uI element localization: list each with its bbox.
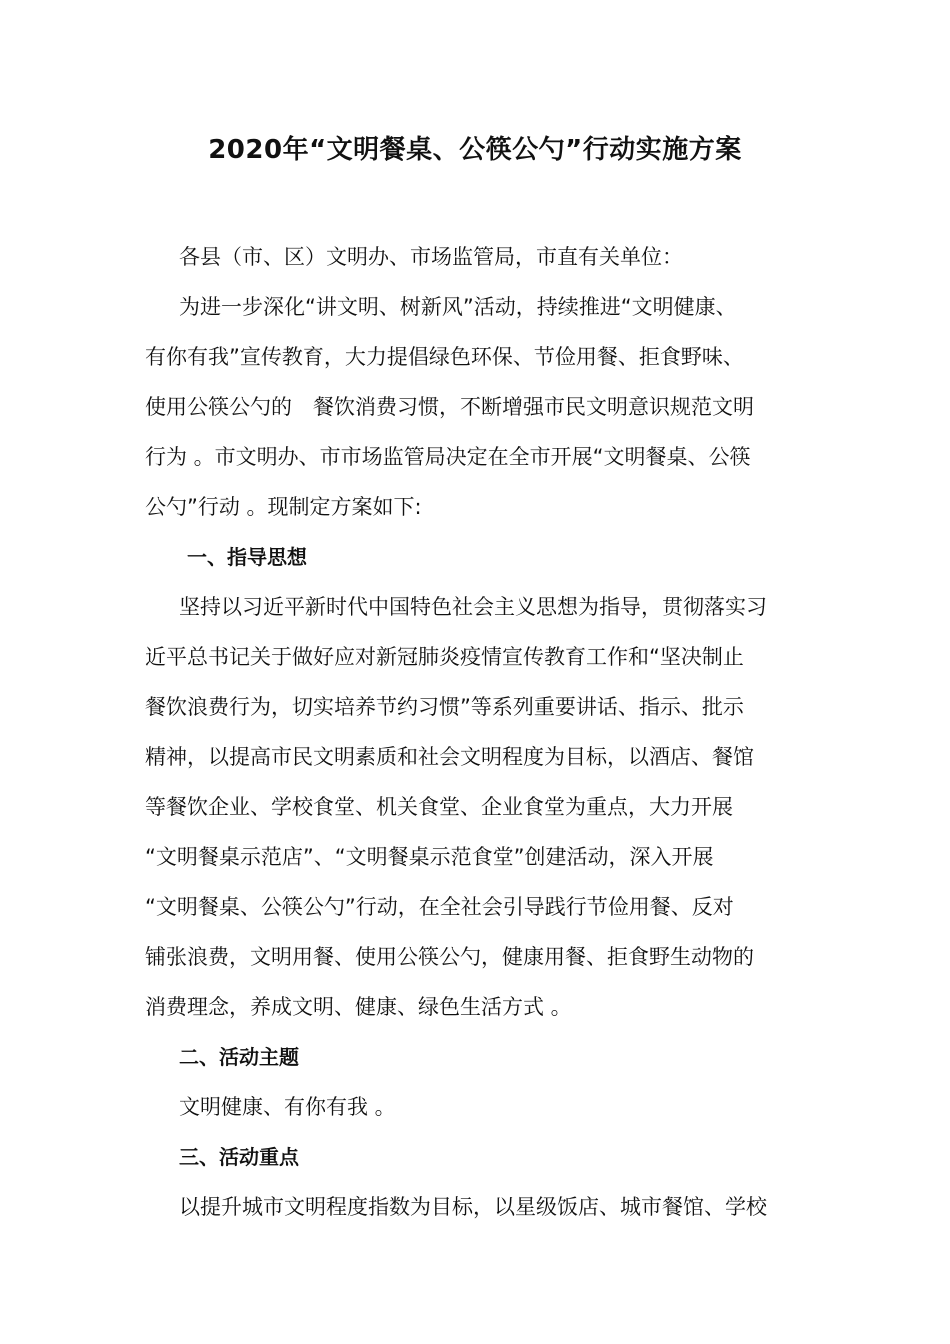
section-heading: 三、活动重点 [179,1145,299,1169]
body-text-line: 餐饮浪费行为，切实培养节约习惯”等系列重要讲话、指示、批示 [145,695,744,719]
body-text-line: “文明餐桌示范店”、“文明餐桌示范食堂”创建活动，深入开展 [145,845,714,869]
body-text-line: 坚持以习近平新时代中国特色社会主义思想为指导，贯彻落实习 [179,595,767,619]
body-text-line: 行为 。市文明办、市市场监管局决定在全市开展“文明餐桌、公筷 [145,445,751,469]
body-text-line: “文明餐桌、公筷公勺”行动，在全社会引导践行节俭用餐、反对 [145,895,734,919]
body-text-line: 铺张浪费，文明用餐、使用公筷公勺，健康用餐、拒食野生动物的 [145,945,754,969]
document-title: 2020年“文明餐桌、公筷公勺”行动实施方案 [208,135,742,165]
body-text-line: 消费理念，养成文明、健康、绿色生活方式 。 [145,995,572,1019]
section-heading: 二、活动主题 [179,1045,299,1069]
body-text-line: 公勺”行动 。现制定方案如下: [145,495,422,519]
document-body [145,232,810,1232]
body-text-line: 文明健康、有你有我 。 [179,1095,396,1119]
body-text-line: 以提升城市文明程度指数为目标，以星级饭店、城市餐馆、学校 [179,1195,767,1219]
body-text-line: 精神，以提高市民文明素质和社会文明程度为目标，以酒店、餐馆 [145,745,754,769]
body-text-line: 近平总书记关于做好应对新冠肺炎疫情宣传教育工作和“坚决制止 [145,645,744,669]
body-text-line: 为进一步深化“讲文明、树新风”活动，持续推进“文明健康、 [179,295,737,319]
body-text-line: 使用公筷公勺的 餐饮消费习惯，不断增强市民文明意识规范文明 [145,395,754,419]
body-text-line: 各县（市、区）文明办、市场监管局，市直有关单位： [179,245,683,269]
body-text-line: 有你有我”宣传教育，大力提倡绿色环保、节俭用餐、拒食野味、 [145,345,744,369]
body-text-line: 等餐饮企业、学校食堂、机关食堂、企业食堂为重点，大力开展 [145,795,733,819]
section-heading: 一、指导思想 [187,545,307,569]
